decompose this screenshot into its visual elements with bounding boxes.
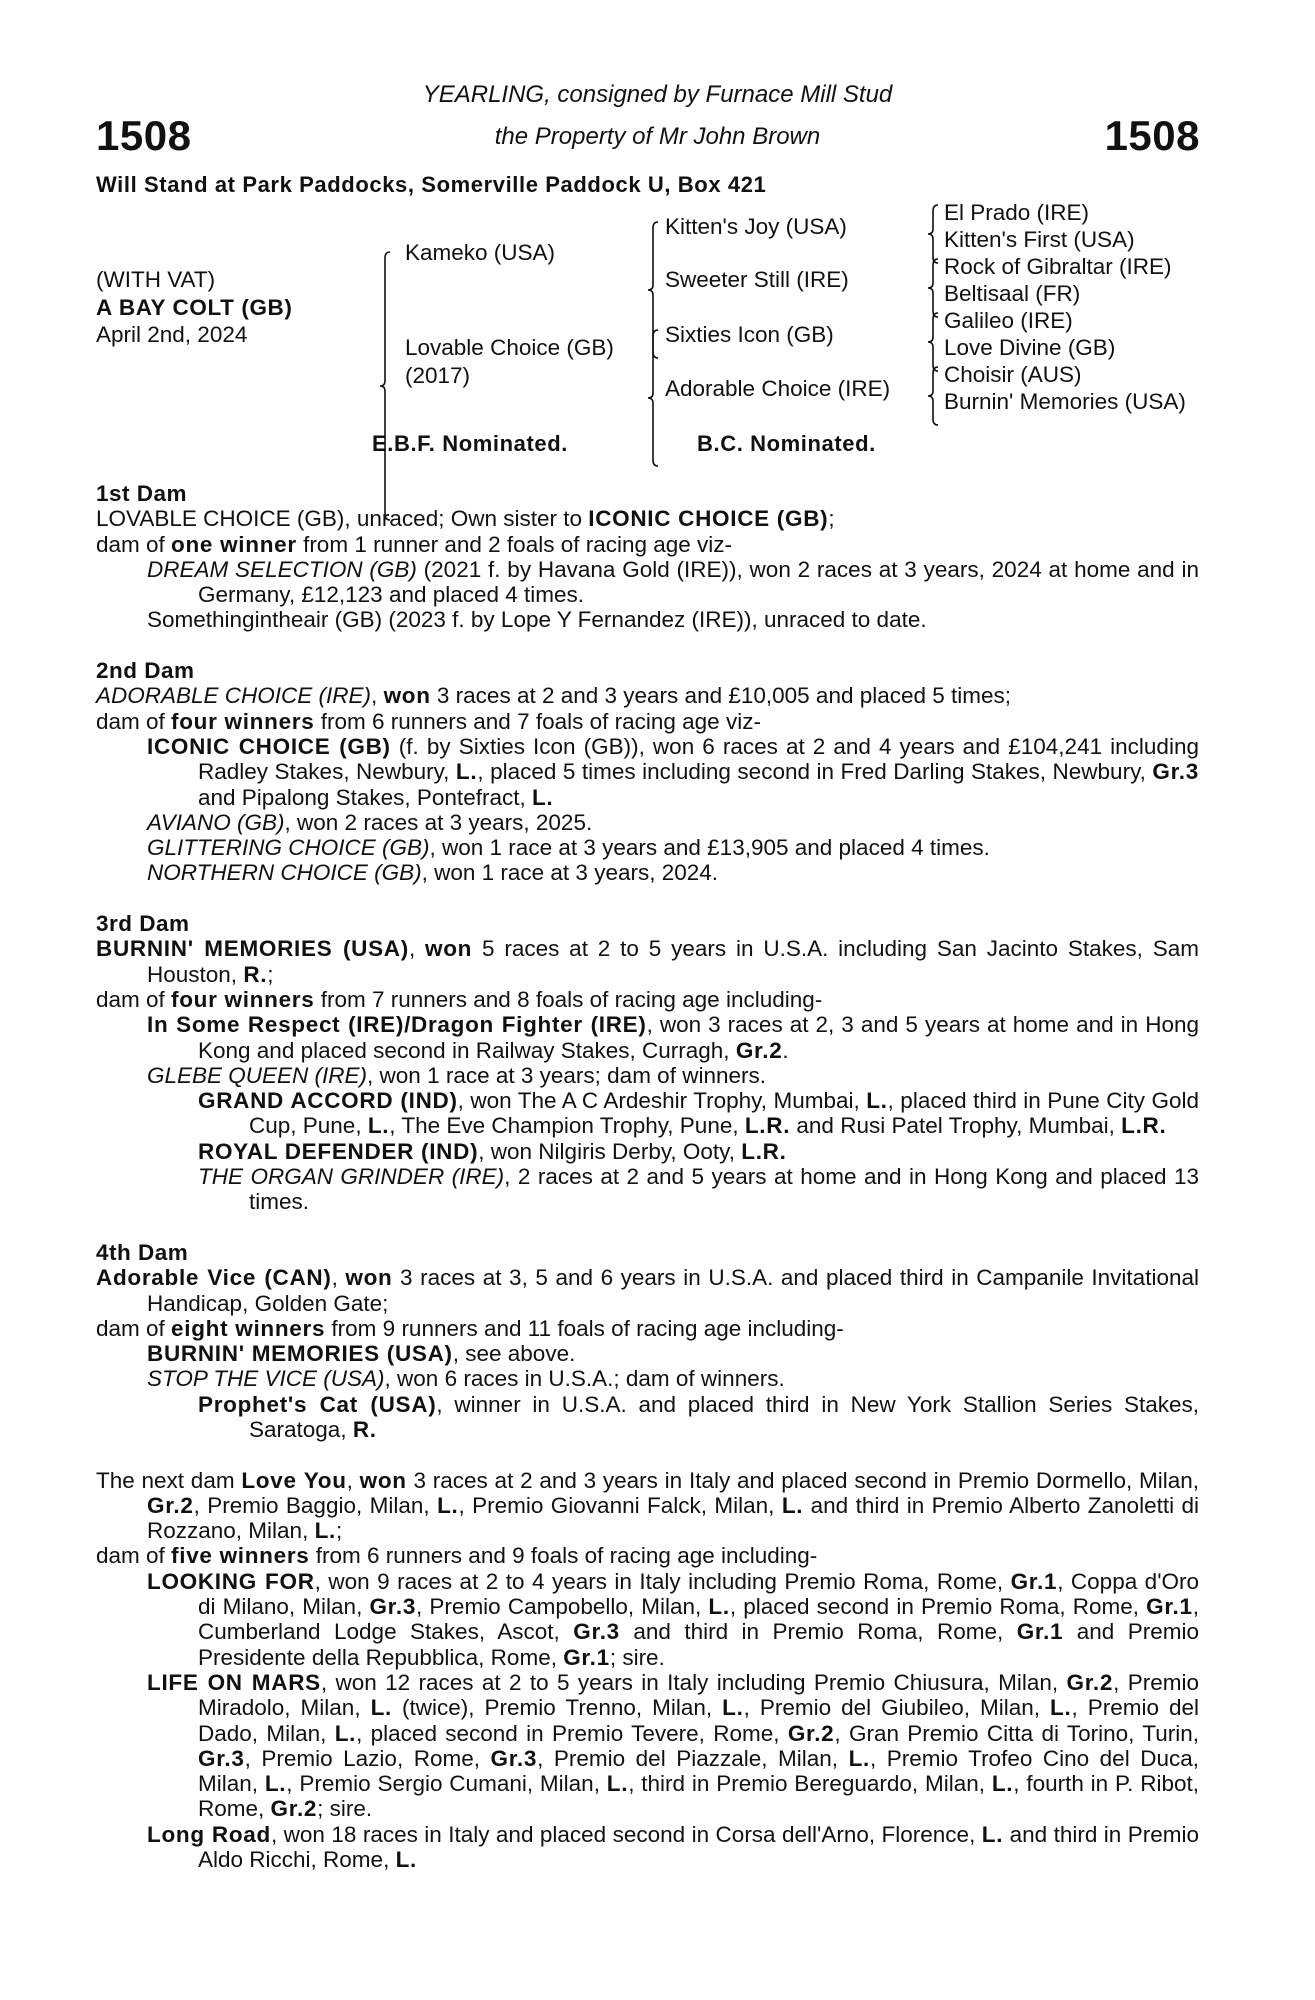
grandsire-2: Sixties Icon (GB)	[665, 322, 834, 347]
text: , Premio del Giubileo, Milan,	[743, 1695, 1051, 1721]
record-entry	[96, 1569, 1199, 1670]
bold-text: L.	[606, 1771, 629, 1797]
record-entry	[96, 506, 1199, 531]
dam-year: (2017)	[405, 363, 471, 388]
bold-text: Prophet's Cat (USA)	[198, 1391, 437, 1417]
brace-icon	[926, 311, 940, 373]
text: , Premio Sergio Cumani, Milan,	[286, 1771, 607, 1797]
text: ; sire.	[317, 1796, 373, 1822]
text: , won 2 races at 3 years, 2025.	[284, 809, 593, 835]
bold-text: Gr.3	[573, 1619, 620, 1645]
bold-text: Gr.2	[787, 1720, 835, 1746]
bold-text: won	[345, 1265, 393, 1291]
text: , won Nilgiris Derby, Ooty,	[478, 1138, 742, 1164]
bold-text: L.	[264, 1771, 287, 1797]
bold-text: Long Road	[147, 1821, 271, 1847]
text: ; sire.	[609, 1644, 665, 1670]
record-entry	[96, 1341, 1199, 1366]
text: , placed second in Premio Tevere, Rome,	[356, 1720, 788, 1746]
ancestor-6: Love Divine (GB)	[944, 335, 1116, 360]
text: and third in Premio Roma, Rome,	[619, 1619, 1017, 1645]
ebf-nomination: E.B.F. Nominated.	[372, 431, 568, 456]
text: dam of	[96, 1315, 172, 1341]
sire: Kameko (USA)	[405, 240, 556, 265]
text: , third in Premio Bereguardo, Milan,	[628, 1771, 992, 1797]
record-entry	[96, 1164, 1199, 1215]
bold-text: GRAND ACCORD (IND)	[198, 1088, 458, 1114]
record-entry	[96, 987, 1199, 1012]
bold-text: L.	[991, 1771, 1014, 1797]
text: ,	[331, 1265, 346, 1291]
section-title: 3rd Dam	[96, 911, 190, 937]
text: , placed second in Premio Roma, Rome,	[729, 1594, 1147, 1620]
text: from 1 runner and 2 foals of racing age viz-	[296, 531, 733, 557]
bold-text: L.	[722, 1695, 744, 1721]
grandsire-1: Kitten's Joy (USA)	[665, 214, 847, 239]
text: , won The A C Ardeshir Trophy, Mumbai,	[457, 1088, 867, 1114]
record-entry	[96, 709, 1199, 734]
bold-text: Love You	[241, 1467, 347, 1493]
record-entry	[96, 1366, 1199, 1391]
text: dam of	[96, 708, 172, 734]
bold-text: Gr.1	[1010, 1568, 1058, 1594]
bold-text: LOOKING FOR	[147, 1568, 315, 1594]
text: , won 6 races in U.S.A.; dam of winners.	[384, 1366, 785, 1392]
bold-text: L.	[367, 1113, 390, 1139]
dam-section	[96, 658, 1199, 886]
bold-text: five winners	[171, 1543, 310, 1569]
brace-icon	[926, 257, 940, 319]
bold-text: one winner	[171, 531, 297, 557]
bold-text: L.R.	[741, 1138, 787, 1164]
text: , Premio del Dado, Milan,	[198, 1695, 1200, 1746]
text: .	[782, 1037, 789, 1063]
text: , placed 5 times including second in Fred Darling Stakes, Newbury,	[477, 759, 1153, 785]
bold-text: L.	[848, 1745, 870, 1771]
bold-text: won	[425, 936, 473, 962]
bold-text: Gr.2	[1066, 1669, 1114, 1695]
text: 3 races at 2 and 3 years and £10,005 and placed 5 times;	[430, 683, 1012, 709]
record-entry	[96, 557, 1199, 608]
record-entry	[96, 1543, 1199, 1568]
record-entry	[96, 607, 1199, 632]
produce-record	[96, 481, 1199, 1898]
text: , won 1 race at 3 years; dam of winners.	[367, 1062, 766, 1088]
italic-text: STOP THE VICE (USA)	[147, 1366, 385, 1392]
record-entry	[96, 1139, 1199, 1164]
record-entry	[96, 860, 1199, 885]
granddam-1: Sweeter Still (IRE)	[665, 267, 849, 292]
bold-text: Gr.3	[490, 1745, 538, 1771]
bold-text: L.	[437, 1492, 459, 1518]
text: ,	[346, 1467, 360, 1493]
bold-text: L.	[866, 1088, 888, 1114]
record-entry	[96, 936, 1199, 987]
text: ,	[408, 936, 426, 962]
bold-text: eight winners	[171, 1315, 326, 1341]
italic-text: AVIANO (GB)	[147, 809, 285, 835]
section-title: 2nd Dam	[96, 658, 195, 684]
bold-text: L.	[531, 784, 554, 810]
text: dam of	[96, 1543, 172, 1569]
text: ;	[828, 506, 835, 532]
foaling-date: April 2nd, 2024	[96, 322, 248, 347]
bold-text: In Some Respect (IRE)/Dragon Fighter (IRE)	[147, 1012, 647, 1038]
text: , Premio Miradolo, Milan,	[198, 1669, 1199, 1721]
text: 3 races at 2 and 3 years in Italy and placed second in Premio Dormello, Milan,	[406, 1467, 1199, 1493]
text: ,	[371, 683, 384, 709]
dam-section	[96, 911, 1199, 1215]
bold-text: L.R.	[1121, 1113, 1167, 1139]
ancestor-3: Rock of Gibraltar (IRE)	[944, 254, 1172, 279]
record-entry	[96, 810, 1199, 835]
text: from 6 runners and 7 foals of racing age viz-	[314, 708, 761, 734]
text: from 9 runners and 11 foals of racing age including-	[325, 1315, 844, 1341]
stand-location: Will Stand at Park Paddocks, Somerville Paddock U, Box 421	[96, 172, 767, 197]
bold-text: L.	[314, 1518, 336, 1544]
text: ;	[335, 1518, 343, 1544]
text: and Rusi Patel Trophy, Mumbai,	[790, 1113, 1122, 1139]
text: (twice), Premio Trenno, Milan,	[392, 1695, 723, 1721]
bold-text: ICONIC CHOICE (GB)	[588, 506, 829, 532]
text: , The Eve Champion Trophy, Pune,	[389, 1113, 745, 1139]
section-title: 1st Dam	[96, 481, 188, 506]
section-title: 4th Dam	[96, 1239, 189, 1265]
text: , Cumberland Lodge Stakes, Ascot,	[198, 1594, 1199, 1645]
ancestor-8: Burnin' Memories (USA)	[944, 389, 1186, 414]
italic-text: THE ORGAN GRINDER (IRE)	[198, 1164, 505, 1190]
text: , won 1 race at 3 years and £13,905 and placed 4 times.	[429, 835, 990, 861]
italic-text: DREAM SELECTION (GB)	[147, 556, 417, 582]
record-entry	[96, 1822, 1199, 1873]
bold-text: Gr.1	[563, 1644, 610, 1670]
text: Somethingintheair (GB) (2023 f. by Lope Y Fernandez (IRE)), unraced to date.	[147, 607, 927, 633]
text: The next dam	[96, 1467, 242, 1493]
granddam-2: Adorable Choice (IRE)	[665, 376, 891, 401]
text: ;	[267, 961, 274, 987]
bold-text: L.	[708, 1594, 730, 1620]
record-entry	[96, 1468, 1199, 1544]
bold-text: four winners	[171, 708, 315, 734]
text: from 7 runners and 8 foals of racing age including-	[314, 986, 823, 1012]
text: , won 18 races in Italy and placed second in Corsa dell'Arno, Florence,	[270, 1821, 982, 1847]
text: from 6 runners and 9 foals of racing age including-	[309, 1543, 818, 1569]
text: , won 12 races at 2 to 5 years in Italy including Premio Chiusura, Milan,	[320, 1669, 1067, 1695]
italic-text: NORTHERN CHOICE (GB)	[147, 860, 422, 886]
dam-section	[96, 481, 1199, 633]
text: , Premio Campobello, Milan,	[416, 1594, 709, 1620]
bold-text: Adorable Vice (CAN)	[96, 1265, 332, 1291]
bold-text: Gr.3	[1152, 759, 1199, 785]
text: , see above.	[452, 1341, 576, 1367]
text: , winner in U.S.A. and placed third in New York Stallion Series Stakes, Saratoga,	[249, 1391, 1199, 1442]
bold-text: Gr.2	[270, 1796, 318, 1822]
text: 5 races at 2 to 5 years in U.S.A. including San Jacinto Stakes, Sam Houston,	[147, 936, 1199, 987]
italic-text: GLEBE QUEEN (IRE)	[147, 1062, 368, 1088]
bc-nomination: B.C. Nominated.	[697, 431, 876, 456]
bold-text: BURNIN' MEMORIES (USA)	[147, 1341, 453, 1367]
bold-text: won	[383, 683, 431, 709]
text: and Pipalong Stakes, Pontefract,	[198, 784, 532, 810]
brace-icon	[926, 203, 940, 265]
bold-text: L.	[781, 1492, 804, 1518]
text: , Premio Baggio, Milan,	[193, 1492, 438, 1518]
record-entry	[96, 1316, 1199, 1341]
bold-text: Gr.3	[369, 1594, 417, 1620]
record-entry	[96, 835, 1199, 860]
text: 3 races at 3, 5 and 6 years in U.S.A. and placed third in Campanile Invitational Handicap, Golden Gate;	[147, 1265, 1199, 1316]
bold-text: four winners	[171, 986, 315, 1012]
bold-text: Gr.1	[1146, 1594, 1193, 1620]
text: (f. by Sixties Icon (GB)), won 6 races at 2 and 4 years and £104,241 including Radley Stakes, Newbury,	[198, 733, 1199, 785]
text: , won 9 races at 2 to 4 years in Italy including Premio Roma, Rome,	[314, 1568, 1011, 1594]
text: and third in Premio Alberto Zanoletti di Rozzano, Milan,	[147, 1492, 1199, 1544]
text: , Premio del Piazzale, Milan,	[537, 1745, 849, 1771]
dam-section	[96, 1468, 1199, 1873]
bold-text: Gr.1	[1016, 1619, 1064, 1645]
bold-text: L.R.	[744, 1113, 791, 1139]
bold-text: L.	[334, 1720, 357, 1746]
record-entry	[96, 1063, 1199, 1088]
record-entry	[96, 1265, 1199, 1316]
brace-icon	[646, 328, 660, 468]
ancestor-2: Kitten's First (USA)	[944, 227, 1135, 252]
record-entry	[96, 1088, 1199, 1139]
text: , 2 races at 2 and 5 years at home and in Hong Kong and placed 13 times.	[249, 1164, 1199, 1215]
record-entry	[96, 1392, 1199, 1443]
bold-text: ROYAL DEFENDER (IND)	[198, 1138, 479, 1164]
text: dam of	[96, 531, 172, 557]
vat-note: (WITH VAT)	[96, 267, 216, 292]
bold-text: L.	[370, 1695, 392, 1721]
bold-text: Gr.2	[147, 1492, 194, 1518]
horse-name: A BAY COLT (GB)	[96, 295, 293, 320]
ancestor-1: El Prado (IRE)	[944, 200, 1090, 225]
record-entry	[96, 1012, 1199, 1063]
lot-number-left: 1508	[96, 112, 192, 159]
text: , placed third in Pune City Gold Cup, Pune,	[249, 1088, 1200, 1139]
lot-number-right: 1508	[1104, 112, 1200, 159]
text: dam of	[96, 986, 172, 1012]
record-entry	[96, 1670, 1199, 1822]
italic-text: GLITTERING CHOICE (GB)	[147, 835, 430, 861]
text: LOVABLE CHOICE (GB), unraced; Own sister to	[96, 506, 589, 532]
text: , won 3 races at 2, 3 and 5 years at home and in Hong Kong and placed second in Railway Stakes, Curragh,	[198, 1012, 1199, 1063]
ancestor-5: Galileo (IRE)	[944, 308, 1073, 333]
bold-text: L.	[1050, 1695, 1072, 1721]
ancestor-7: Choisir (AUS)	[944, 362, 1082, 387]
bold-text: Gr.2	[735, 1037, 783, 1063]
bold-text: ICONIC CHOICE (GB)	[147, 733, 391, 759]
bold-text: R.	[352, 1416, 377, 1442]
bold-text: L.	[455, 759, 478, 785]
text: and third in Premio Aldo Ricchi, Rome,	[198, 1821, 1199, 1873]
bold-text: BURNIN' MEMORIES (USA)	[96, 936, 409, 962]
bold-text: L.	[981, 1821, 1004, 1847]
italic-text: ADORABLE CHOICE (IRE)	[96, 683, 372, 709]
bold-text: Gr.3	[198, 1745, 245, 1771]
text: , fourth in P. Ribot, Rome,	[198, 1771, 1199, 1822]
text: , Premio Giovanni Falck, Milan,	[458, 1492, 782, 1518]
dam: Lovable Choice (GB)	[405, 335, 614, 360]
text: and Premio Presidente della Repubblica, Rome,	[198, 1619, 1199, 1670]
text: , Coppa d'Oro di Milano, Milan,	[198, 1568, 1199, 1620]
property-line: the Property of Mr John Brown	[494, 123, 821, 150]
dam-section	[96, 1240, 1199, 1442]
text: (2021 f. by Havana Gold (IRE)), won 2 races at 3 years, 2024 at home and in Germany, £12,123 and placed 4 times.	[198, 556, 1199, 608]
text: , won 1 race at 3 years, 2024.	[421, 860, 719, 886]
bold-text: won	[359, 1467, 407, 1493]
text: , Gran Premio Citta di Torino, Turin,	[834, 1720, 1199, 1746]
text: , Premio Lazio, Rome,	[244, 1745, 491, 1771]
text: , Premio Trofeo Cino del Duca, Milan,	[198, 1745, 1199, 1797]
record-entry	[96, 734, 1199, 810]
consignor-line: YEARLING, consigned by Furnace Mill Stud	[422, 81, 893, 108]
record-entry	[96, 683, 1199, 708]
record-entry	[96, 532, 1199, 557]
bold-text: LIFE ON MARS	[147, 1669, 321, 1695]
bold-text: L.	[395, 1847, 417, 1873]
ancestor-4: Beltisaal (FR)	[944, 281, 1081, 306]
bold-text: R.	[243, 961, 268, 987]
brace-icon	[926, 365, 940, 427]
